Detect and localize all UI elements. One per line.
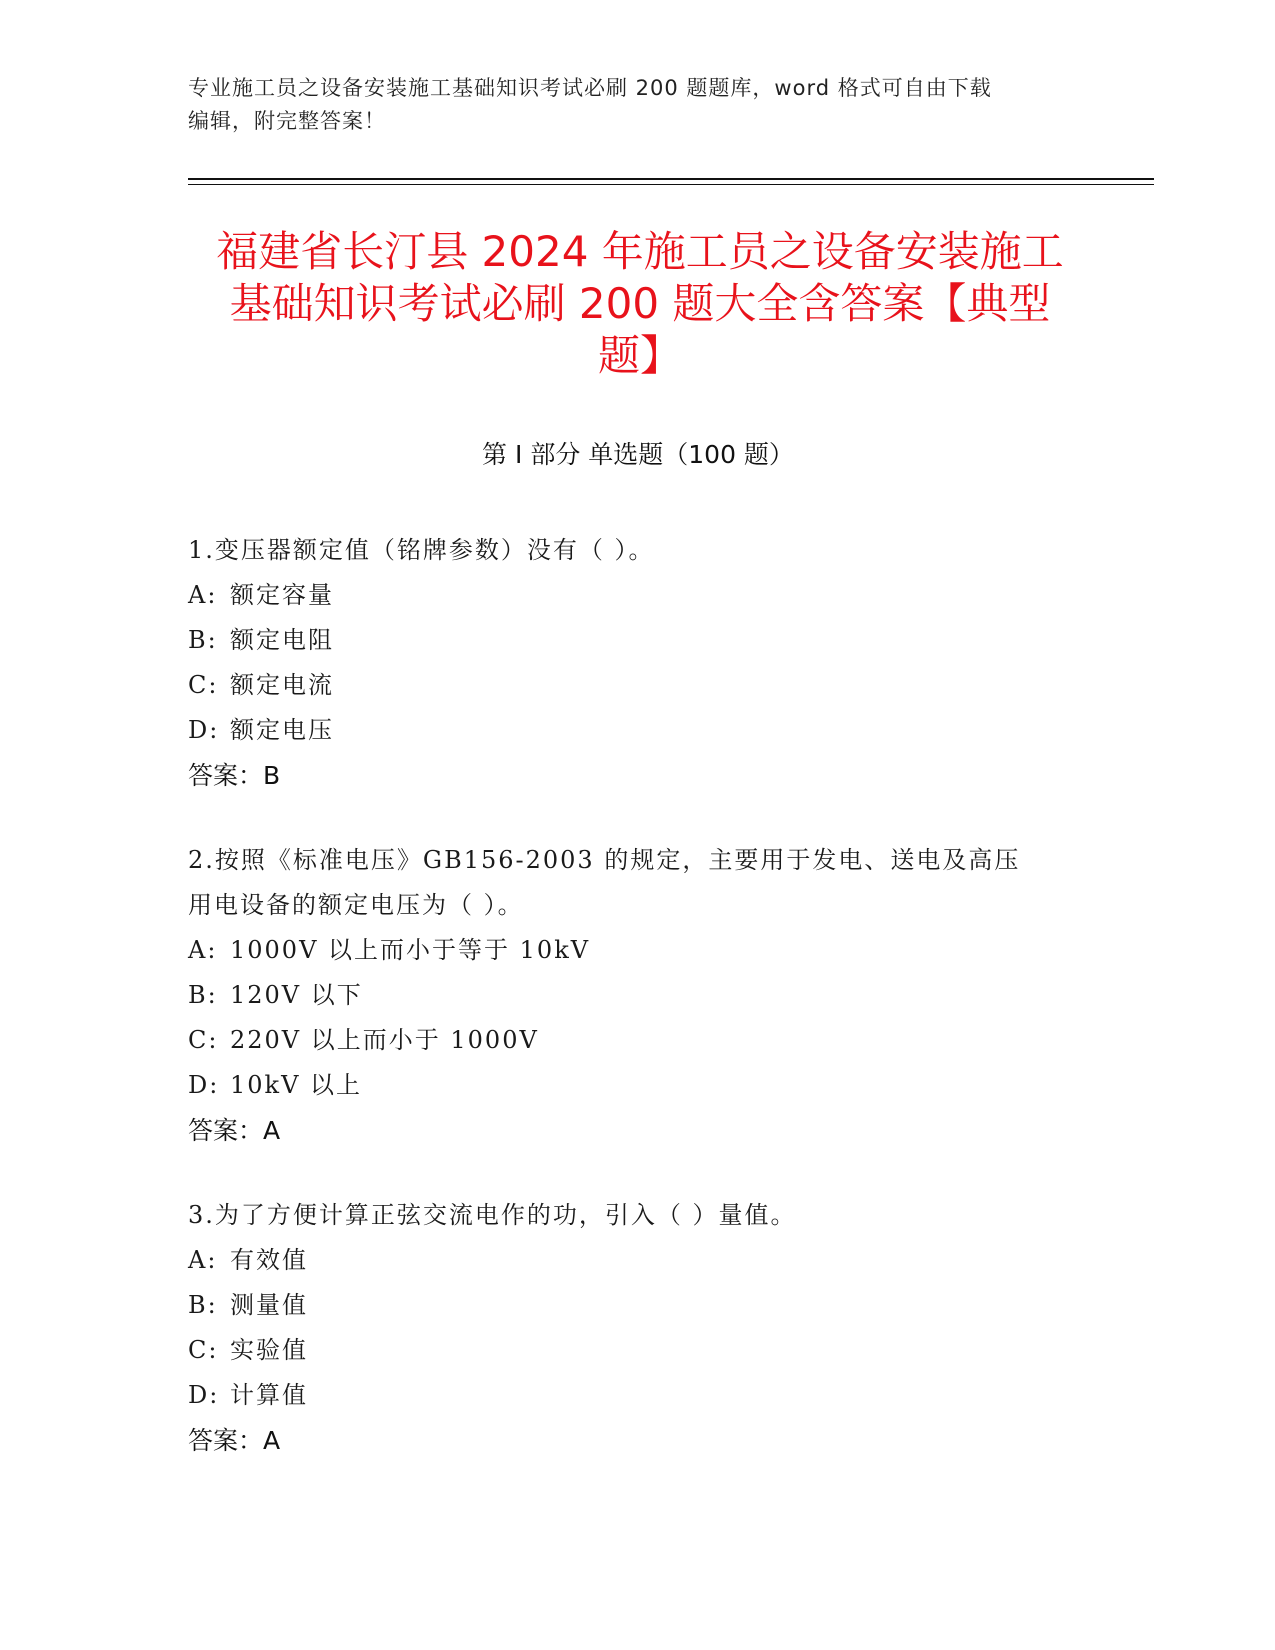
header-divider-thick xyxy=(188,178,1154,180)
option-a xyxy=(188,573,1088,618)
option-c xyxy=(188,1018,1088,1063)
question-list xyxy=(188,528,1088,1503)
question-stem: 3.为了方便计算正弦交流电作的功，引入（ ）量值。 xyxy=(188,1201,797,1229)
option-text: 额定电流 xyxy=(230,671,334,699)
option-key: C: xyxy=(188,1026,219,1054)
question-stem: 2.按照《标准电压》GB156-2003 的规定，主要用于发电、送电及高压 xyxy=(188,846,1021,874)
answer-line: 答案：A xyxy=(188,1116,281,1145)
option-text: 10kV 以上 xyxy=(230,1071,363,1099)
option-key: C: xyxy=(188,1336,219,1364)
question-3 xyxy=(188,1193,1088,1463)
option-text: 120V 以下 xyxy=(230,981,363,1009)
option-key: B: xyxy=(188,626,218,654)
option-key: A: xyxy=(188,1246,218,1274)
title-line-1: 福建省长汀县 2024 年施工员之设备安装施工 xyxy=(216,227,1064,276)
option-key: B: xyxy=(188,1291,218,1319)
document-title xyxy=(160,226,1120,382)
option-key: C: xyxy=(188,671,219,699)
title-line-3: 题】 xyxy=(597,331,682,380)
option-d xyxy=(188,1373,1088,1418)
section-heading: 第 I 部分 单选题（100 题） xyxy=(482,440,794,469)
option-b xyxy=(188,973,1088,1018)
option-b xyxy=(188,618,1088,663)
option-c xyxy=(188,663,1088,708)
title-line-2: 基础知识考试必刷 200 题大全含答案【典型 xyxy=(229,279,1051,328)
option-text: 测量值 xyxy=(230,1291,308,1319)
question-stem-continued: 用电设备的额定电压为（ ）。 xyxy=(188,891,524,919)
answer-line: 答案：B xyxy=(188,761,281,790)
option-text: 额定容量 xyxy=(230,581,334,609)
option-text: 额定电压 xyxy=(230,716,334,744)
header-note-line-1: 专业施工员之设备安装施工基础知识考试必刷 200 题题库，word 格式可自由下载 xyxy=(188,76,992,100)
option-text: 1000V 以上而小于等于 10kV xyxy=(230,936,591,964)
header-divider-thin xyxy=(188,184,1154,185)
header-note-line-2: 编辑，附完整答案！ xyxy=(188,109,386,133)
option-key: A: xyxy=(188,936,218,964)
option-text: 有效值 xyxy=(230,1246,308,1274)
option-d xyxy=(188,1063,1088,1108)
option-a xyxy=(188,1238,1088,1283)
option-key: D: xyxy=(188,1071,220,1099)
option-key: D: xyxy=(188,716,220,744)
answer-line: 答案：A xyxy=(188,1426,281,1455)
option-text: 计算值 xyxy=(230,1381,308,1409)
question-2 xyxy=(188,838,1088,1153)
question-stem: 1.变压器额定值（铭牌参数）没有（ ）。 xyxy=(188,536,655,564)
option-c xyxy=(188,1328,1088,1373)
question-1 xyxy=(188,528,1088,798)
option-text: 额定电阻 xyxy=(230,626,334,654)
option-key: B: xyxy=(188,981,218,1009)
option-key: D: xyxy=(188,1381,220,1409)
option-a xyxy=(188,928,1088,973)
document-header-note xyxy=(188,72,1068,138)
option-text: 220V 以上而小于 1000V xyxy=(230,1026,539,1054)
option-b xyxy=(188,1283,1088,1328)
option-d xyxy=(188,708,1088,753)
option-text: 实验值 xyxy=(230,1336,308,1364)
option-key: A: xyxy=(188,581,218,609)
